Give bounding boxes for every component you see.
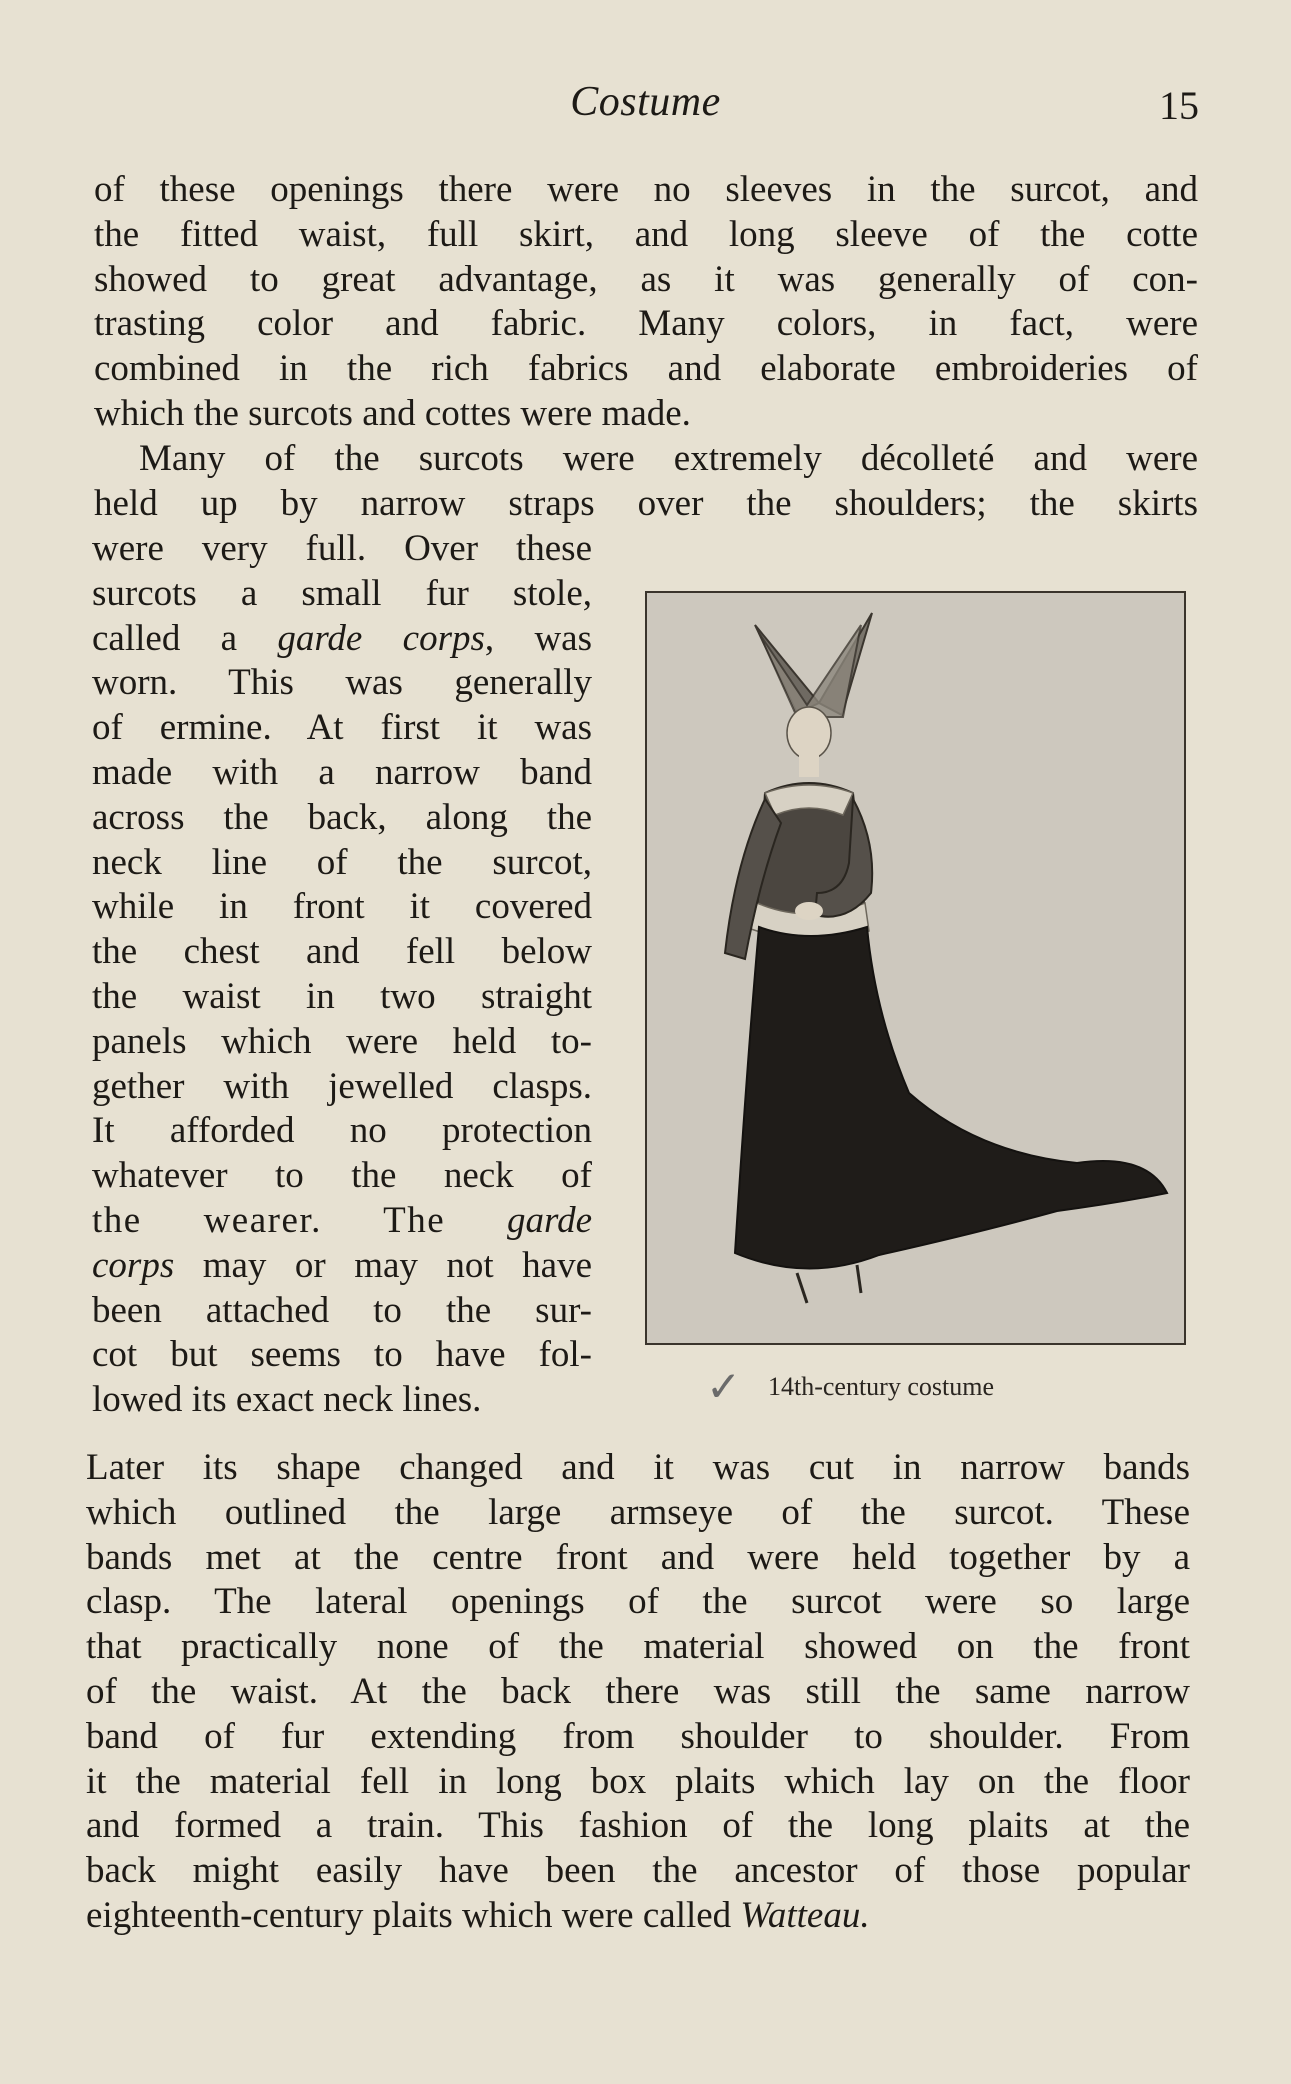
text-line: gether with jewelled clasps. bbox=[92, 1065, 592, 1107]
italic-term: Watteau. bbox=[740, 1894, 870, 1936]
text-line: of ermine. At first it was bbox=[92, 707, 592, 749]
left-column-text bbox=[92, 527, 592, 1423]
text-line: showed to great advantage, as it was generally of con- bbox=[94, 258, 1198, 300]
top-paragraph bbox=[94, 168, 1198, 526]
text-line bbox=[92, 1199, 592, 1244]
text-fragment: may or may not have bbox=[174, 1244, 592, 1286]
text-fragment: called a bbox=[92, 617, 278, 659]
text-line: combined in the rich fabrics and elaborate embroideries of bbox=[94, 348, 1198, 390]
text-line: neck line of the surcot, bbox=[92, 841, 592, 883]
running-header-title: Costume bbox=[570, 79, 721, 125]
italic-term: corps bbox=[92, 1244, 175, 1286]
bottom-paragraph bbox=[86, 1446, 1190, 1939]
text-line: whatever to the neck of bbox=[92, 1155, 592, 1197]
page-number: 15 bbox=[1159, 83, 1199, 128]
text-line: trasting color and fabric. Many colors, in fact, were bbox=[94, 303, 1198, 345]
text-line: were very full. Over these bbox=[92, 528, 592, 569]
text-line: worn. This was generally bbox=[92, 662, 592, 704]
text-line: Later its shape changed and it was cut in narrow bands bbox=[86, 1447, 1190, 1488]
italic-term: garde corps bbox=[277, 617, 485, 659]
costume-illustration bbox=[645, 591, 1186, 1345]
text-line: been attached to the sur- bbox=[92, 1289, 592, 1331]
text-line: clasp. The lateral openings of the surcot were so large bbox=[86, 1581, 1190, 1623]
text-line: across the back, along the bbox=[92, 796, 592, 838]
text-line: band of fur extending from shoulder to shoulder. From bbox=[86, 1715, 1190, 1757]
text-line: while in front it covered bbox=[92, 886, 592, 928]
check-icon: ✓ bbox=[706, 1362, 742, 1411]
text-line: and formed a train. This fashion of the long plaits at the bbox=[86, 1805, 1190, 1847]
text-line: Many of the surcots were extremely décolleté and were bbox=[139, 437, 1198, 479]
text-line bbox=[92, 617, 592, 662]
text-line bbox=[86, 1894, 1190, 1939]
text-line bbox=[92, 1244, 592, 1289]
text-line: of the waist. At the back there was still the same narrow bbox=[86, 1670, 1190, 1712]
text-line: surcots a small fur stole, bbox=[92, 572, 592, 614]
text-line: held up by narrow straps over the shoulders; the skirts bbox=[94, 482, 1198, 524]
text-line: lowed its exact neck lines. bbox=[92, 1379, 482, 1421]
text-fragment: eighteenth-century plaits which were called bbox=[86, 1894, 741, 1936]
figure-caption: 14th-century costume bbox=[768, 1372, 994, 1401]
text-line: that practically none of the material showed on the front bbox=[86, 1626, 1190, 1668]
text-line: which the surcots and cottes were made. bbox=[94, 392, 691, 434]
text-line: panels which were held to- bbox=[92, 1020, 592, 1062]
text-line: the fitted waist, full skirt, and long sleeve of the cotte bbox=[94, 213, 1198, 255]
text-line: of these openings there were no sleeves in the surcot, and bbox=[94, 169, 1198, 210]
text-line: the waist in two straight bbox=[92, 975, 592, 1017]
text-line: cot but seems to have fol- bbox=[92, 1334, 592, 1376]
italic-term: garde bbox=[507, 1199, 592, 1241]
text-line: the chest and fell below bbox=[92, 931, 592, 973]
text-line: back might easily have been the ancestor of those popular bbox=[86, 1850, 1190, 1892]
costume-drawing bbox=[647, 593, 1184, 1343]
text-fragment: the wearer. The bbox=[92, 1199, 508, 1241]
text-line: which outlined the large armseye of the surcot. These bbox=[86, 1491, 1190, 1533]
text-line: It afforded no protection bbox=[92, 1110, 592, 1152]
text-line: it the material fell in long box plaits which lay on the floor bbox=[86, 1760, 1190, 1802]
text-line: made with a narrow band bbox=[92, 751, 592, 793]
text-fragment: , was bbox=[484, 617, 593, 659]
text-line: bands met at the centre front and were held together by a bbox=[86, 1536, 1190, 1578]
